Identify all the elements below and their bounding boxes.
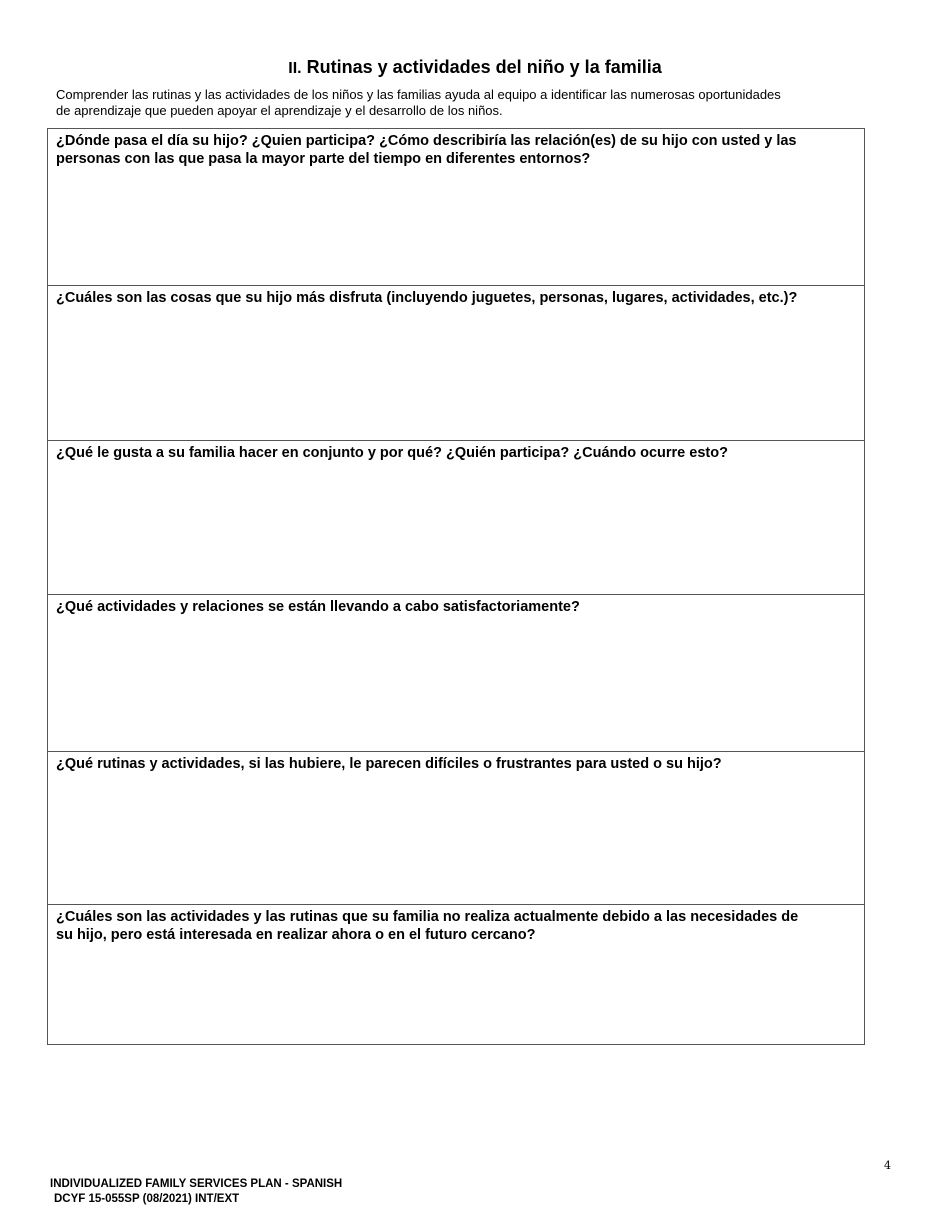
form-footer bbox=[50, 1177, 342, 1207]
form-code: DCYF 15-055SP (08/2021) INT/EXT bbox=[54, 1193, 240, 1205]
form-name: INDIVIDUALIZED FAMILY SERVICES PLAN - SPANISH bbox=[50, 1178, 343, 1190]
question-1-line-1: ¿Dónde pasa el día su hijo? ¿Quien participa? ¿Cómo describiría las relación(es) de su hijo con usted y las bbox=[56, 133, 797, 149]
questions-table bbox=[47, 128, 865, 1045]
question-block-6 bbox=[48, 905, 864, 1044]
page-title bbox=[0, 56, 950, 80]
question-block-4 bbox=[48, 595, 864, 752]
question-5-label bbox=[56, 755, 857, 773]
question-6-label bbox=[56, 908, 857, 944]
section-title: Rutinas y actividades del niño y la familia bbox=[306, 57, 662, 77]
question-block-2 bbox=[48, 286, 864, 441]
question-5-line-1: ¿Qué rutinas y actividades, si las hubiere, le parecen difíciles o frustrantes para usted o su hijo? bbox=[56, 756, 722, 772]
question-block-1 bbox=[48, 129, 864, 286]
intro-line-1: Comprender las rutinas y las actividades de los niños y las familias ayuda al equipo a identificar las numerosas oportunidades bbox=[56, 87, 781, 102]
question-3-line-1: ¿Qué le gusta a su familia hacer en conjunto y por qué? ¿Quién participa? ¿Cuándo ocurre esto? bbox=[56, 445, 728, 461]
question-block-5 bbox=[48, 752, 864, 905]
question-6-line-1: ¿Cuáles son las actividades y las rutinas que su familia no realiza actualmente debido a las necesidades de bbox=[56, 909, 799, 925]
question-2-line-1: ¿Cuáles son las cosas que su hijo más disfruta (incluyendo juguetes, personas, lugares, actividades, etc.)? bbox=[56, 290, 798, 306]
question-1-label bbox=[56, 132, 857, 168]
question-2-label bbox=[56, 289, 857, 307]
section-number: II. bbox=[288, 60, 302, 77]
intro-paragraph bbox=[56, 87, 856, 119]
intro-line-2: de aprendizaje que pueden apoyar el aprendizaje y el desarrollo de los niños. bbox=[56, 103, 503, 118]
page-number: 4 bbox=[884, 1159, 891, 1172]
question-3-label bbox=[56, 444, 857, 462]
question-6-line-2: su hijo, pero está interesada en realizar ahora o en el futuro cercano? bbox=[56, 927, 536, 943]
question-1-line-2: personas con las que pasa la mayor parte del tiempo en diferentes entornos? bbox=[56, 151, 591, 167]
question-block-3 bbox=[48, 441, 864, 595]
question-4-line-1: ¿Qué actividades y relaciones se están llevando a cabo satisfactoriamente? bbox=[56, 599, 580, 615]
question-4-label bbox=[56, 598, 857, 616]
